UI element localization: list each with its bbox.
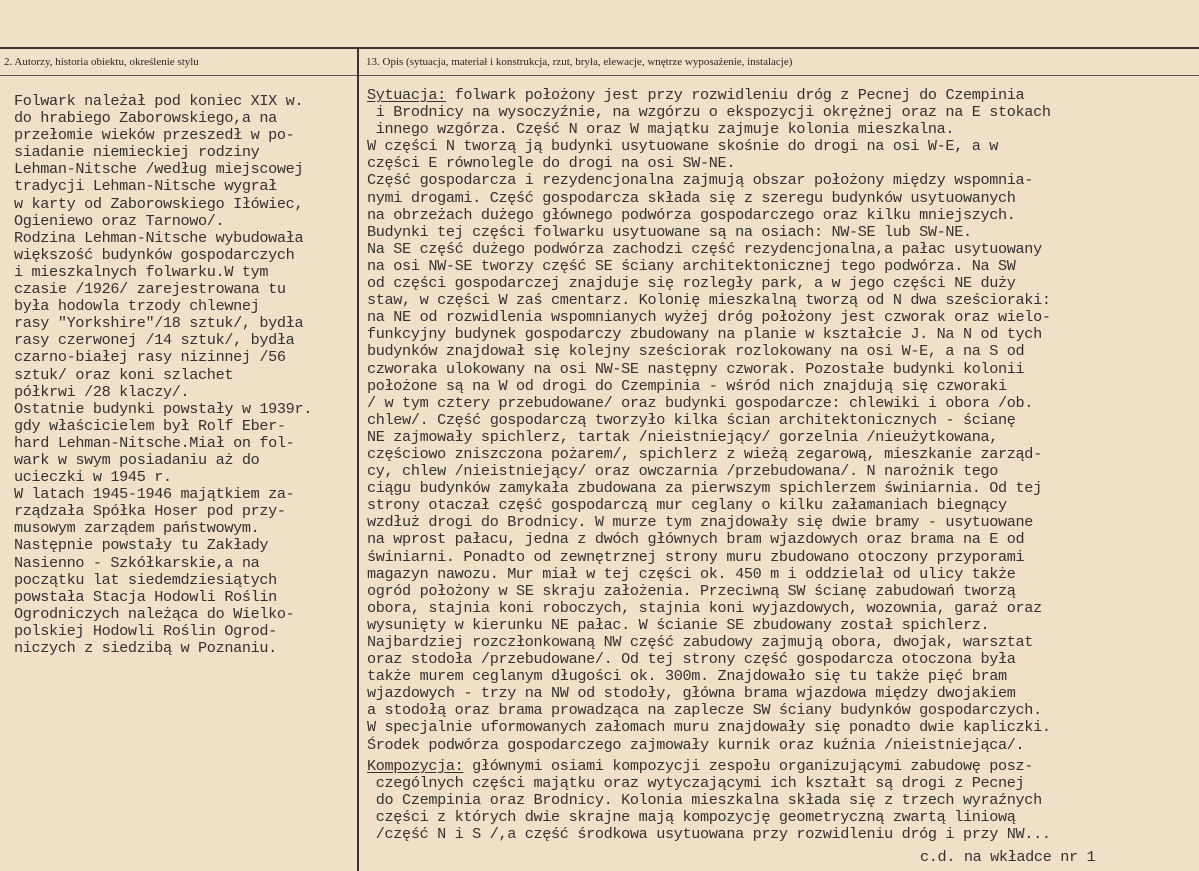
history-line: wark w swym posiadaniu aż do [14, 450, 260, 469]
composition-line [367, 758, 1051, 775]
history-line: Ogrodniczych należąca do Wielko- [14, 604, 295, 623]
description-line [367, 737, 1051, 754]
description-line [367, 241, 1051, 258]
section-label: Sytuacja: [367, 86, 446, 104]
line-text: innego wzgórza. Część N oraz W majątku zajmuje kolonia mieszkalna. [367, 120, 955, 139]
description-line [367, 258, 1051, 275]
line-text: wysunięty w kierunku NE pałac. W ścianie SE zbudowany został spichlerz. [367, 615, 990, 634]
line-text: ciągu budynków zamykała zbudowana za pierwszym spichlerzem świniarnia. Od tej [367, 479, 1042, 498]
composition-line [367, 775, 1051, 792]
line-text: głównymi osiami kompozycji zespołu organizującymi zabudowę posz- [463, 757, 1034, 775]
description-line [367, 104, 1051, 121]
line-text: czworaka ulokowany na osi NW-SE następny czworak. Pozostałe budynki kolonii [367, 359, 1025, 378]
history-line: ucieczki w 1945 r. [14, 468, 172, 487]
description-line [367, 514, 1051, 531]
description-line [367, 121, 1051, 138]
line-text: na wprost pałacu, jedna z dwóch głównych bram wjazdowych oraz brama na E od [367, 530, 1025, 549]
history-line: do hrabiego Zaborowskiego,a na [14, 109, 277, 128]
line-text: Część gospodarcza i rezydencjonalna zajmują obszar położony między wspomnia- [367, 171, 1034, 190]
line-text: Środek podwórza gospodarczego zajmowały kurnik oraz kuźnia /nieistniejąca/. [367, 735, 1025, 754]
history-line: powstała Stacja Hodowli Roślin [14, 587, 277, 606]
line-text: staw, w części W zaś cmentarz. Kolonię mieszkalną tworzą od N dwa sześcioraki: [367, 291, 1051, 310]
description-line [367, 429, 1051, 446]
line-text: także murem ceglanym długości ok. 300m. Znajdowało się tu także pięć bram [367, 667, 1007, 686]
description-line [367, 309, 1051, 326]
description-line [367, 463, 1051, 480]
history-line: gdy właścicielem był Rolf Eber- [14, 416, 286, 435]
description-line [367, 378, 1051, 395]
description-line [367, 275, 1051, 292]
history-line: czasie /1926/ zarejestrowana tu [14, 280, 286, 299]
composition-line [367, 792, 1051, 809]
history-line: początku lat siedemdziesiątych [14, 570, 277, 589]
section-12-header: 2. Autorzy, historia obiektu, określenie stylu [4, 56, 199, 68]
description-line [367, 190, 1051, 207]
line-text: części z których dwie skrajne mają kompozycję geometryczną zwartą liniową [367, 808, 1016, 827]
history-line: rasy czerwonej /14 sztuk/, bydła [14, 331, 295, 350]
description-line [367, 549, 1051, 566]
line-text: i Brodnicy na wysoczyźnie, na wzgórzu o ekspozycji okrężnej oraz na E stokach [367, 103, 1051, 122]
history-line: Ostatnie budynki powstały w 1939r. [14, 399, 312, 418]
history-line: Lehman-Nitsche /według miejscowej [14, 160, 304, 179]
history-line: rządzała Spółka Hoser pod przy- [14, 502, 286, 521]
description-line [367, 395, 1051, 412]
section-label: Kompozycja: [367, 757, 464, 775]
history-line: Ogieniewo oraz Tarnowo/. [14, 211, 225, 230]
description-line [367, 292, 1051, 309]
history-line: W latach 1945-1946 majątkiem za- [14, 485, 295, 504]
line-text: do Czempinia oraz Brodnicy. Kolonia mieszkalna składa się z trzech wyraźnych [367, 791, 1042, 810]
description-line [367, 600, 1051, 617]
history-line: przełomie wieków przeszedł w po- [14, 126, 295, 145]
description-line [367, 343, 1051, 360]
description-line [367, 361, 1051, 378]
composition-line [367, 809, 1051, 826]
description-line [367, 719, 1051, 736]
description-line [367, 617, 1051, 634]
line-text: od części gospodarczej znajduje się rozległy park, a w jego części NE duży [367, 274, 1016, 293]
line-text: NE zajmowały spichlerz, tartak /nieistniejący/ gorzelnia /nieużytkowana, [367, 427, 999, 446]
line-text: funkcyjny budynek gospodarczy zbudowany na planie w kształcie J. Na N od tych [367, 325, 1042, 344]
header-rule [0, 75, 1199, 76]
line-text: cy, chlew /nieistniejący/ oraz owczarnia /przebudowana/. N narożnik tego [367, 462, 999, 481]
history-line: musowym zarządem państwowym. [14, 519, 260, 538]
history-line: większość budynków gospodarczych [14, 245, 295, 264]
history-line: Następnie powstały tu Zakłady [14, 536, 269, 555]
line-text: wzdłuż drogi do Brodnicy. W murze tym znajdowały się dwie bramy - usytuowane [367, 513, 1034, 532]
description-line [367, 138, 1051, 155]
line-text: na osi NW-SE tworzy część SE ściany architektonicznej tego podwórza. Na SW [367, 256, 1016, 275]
description-line [367, 685, 1051, 702]
description-line [367, 446, 1051, 463]
description-line [367, 531, 1051, 548]
line-text: ogród położony w SE skraju założenia. Przeciwną SW ścianę zabudowań tworzą [367, 581, 1016, 600]
line-text: strony otaczał część gospodarczą mur ceglany o kilku załamaniach biegnący [367, 496, 1007, 515]
description-line [367, 583, 1051, 600]
continuation-note: c.d. na wkładce nr 1 [920, 848, 1096, 866]
description-line [367, 224, 1051, 241]
description-line [367, 651, 1051, 668]
history-line: czarno-białej rasy nizinnej /56 [14, 348, 286, 367]
description-line [367, 172, 1051, 189]
history-line: rasy "Yorkshire"/18 sztuk/, bydła [14, 314, 304, 333]
line-text: budynków znajdował się kolejny sześciorak rozlokowany na osi W-E, a na S od [367, 342, 1025, 361]
line-text: a stodołą oraz brama prowadząca na zaplecze SW ściany budynków gospodarczych. [367, 701, 1042, 720]
line-text: wjazdowych - trzy na NW od stodoły, główna brama wjazdowa między dwojakiem [367, 684, 1016, 703]
description-line [367, 207, 1051, 224]
description-line [367, 480, 1051, 497]
line-text: częściowo zniszczona pożarem/, spichlerz z wieżą zegarową, mieszkanie zarząd- [367, 444, 1042, 463]
description-line [367, 155, 1051, 172]
line-text: obora, stajnia koni roboczych, stajnia koni wyjazdowych, wozownia, garaż oraz [367, 598, 1042, 617]
line-text: świniarni. Ponadto od zewnętrznej strony muru zbudowano otoczony przyporami [367, 547, 1025, 566]
description-line [367, 497, 1051, 514]
description-line [367, 326, 1051, 343]
line-text: czególnych części majątku oraz wytyczającymi ich kształt są drogi z Pecnej [367, 774, 1025, 793]
description-line [367, 668, 1051, 685]
history-line: polskiej Hodowli Roślin Ogrod- [14, 621, 277, 640]
history-line: tradycji Lehman-Nitsche wygrał [14, 177, 277, 196]
description-line [367, 412, 1051, 429]
history-line: Rodzina Lehman-Nitsche wybudowała [14, 228, 304, 247]
line-text: chlew/. Część gospodarczą tworzyło kilka ścian architektonicznych - ścianę [367, 410, 1016, 429]
history-line: siadanie niemieckiej rodziny [14, 143, 260, 162]
line-text: oraz stodoła /przebudowane/. Od tej strony część gospodarcza otoczona była [367, 650, 1016, 669]
history-line: sztuk/ oraz koni szlachet [14, 365, 234, 384]
line-text: magazyn nawozu. Mur miał w tej części ok. 450 m i oddzielał od ulicy także [367, 564, 1016, 583]
line-text: nymi drogami. Część gospodarcza składa się z szeregu budynków usytuowanych [367, 188, 1016, 207]
line-text: folwark położony jest przy rozwidleniu dróg z Pecnej do Czempinia [445, 86, 1025, 104]
history-line: Folwark należał pod koniec XIX w. [14, 92, 304, 110]
history-line: niczych z siedzibą w Poznaniu. [14, 639, 277, 657]
line-text: W specjalnie uformowanych załomach muru znajdowały się ponadto dwie kapliczki. [367, 718, 1051, 737]
history-line: półkrwi /28 klaczy/. [14, 382, 190, 401]
line-text: Budynki tej części folwarku usytuowane są na osiach: NW-SE lub SW-NE. [367, 222, 972, 241]
description-line [367, 634, 1051, 651]
line-text: na NE od rozwidlenia wspomnianych wyżej dróg położony jest czworak oraz wielo- [367, 308, 1051, 327]
line-text: / w tym cztery przebudowane/ oraz budynki gospodarcze: chlewiki i obora /ob. [367, 393, 1034, 412]
description-text [367, 87, 1051, 754]
column-divider [357, 47, 359, 871]
history-line: hard Lehman-Nitsche.Miał on fol- [14, 433, 295, 452]
description-line [367, 566, 1051, 583]
composition-line [367, 826, 1051, 843]
history-line: była hodowla trzody chlewnej [14, 297, 260, 316]
line-text: Najbardziej rozczłonkowaną NW część zabudowy zajmują obora, dwojak, warsztat [367, 633, 1034, 651]
history-text [14, 93, 312, 657]
line-text: Na SE część dużego podwórza zachodzi część rezydencjonalna,a pałac usytuowany [367, 239, 1042, 258]
top-rule [0, 47, 1199, 49]
line-text: części E równolegle do drogi na osi SW-NE. [367, 154, 736, 173]
description-line [367, 87, 1051, 104]
section-13-header: 13. Opis (sytuacja, materiał i konstrukcja, rzut, bryła, elewacje, wnętrze wyposażenie, instalacje) [366, 56, 793, 68]
description-line [367, 702, 1051, 719]
line-text: położone są na W od drogi do Czempinia - wśród nich znajdują się czworaki [367, 376, 1007, 395]
composition-text [367, 758, 1051, 843]
line-text: /część N i S /,a część środkowa usytuowana przy rozwidleniu dróg i przy NW... [367, 825, 1051, 844]
line-text: W części N tworzą ją budynki usytuowane skośnie do drogi na osi W-E, a w [367, 137, 999, 156]
history-line: i mieszkalnych folwarku.W tym [14, 262, 269, 281]
history-line: w karty od Zaborowskiego Iłówiec, [14, 194, 304, 213]
line-text: na obrzeżach dużego głównego podwórza gospodarczego oraz kilku mniejszych. [367, 205, 1016, 224]
history-line: Nasienno - Szkółkarskie,a na [14, 553, 260, 572]
